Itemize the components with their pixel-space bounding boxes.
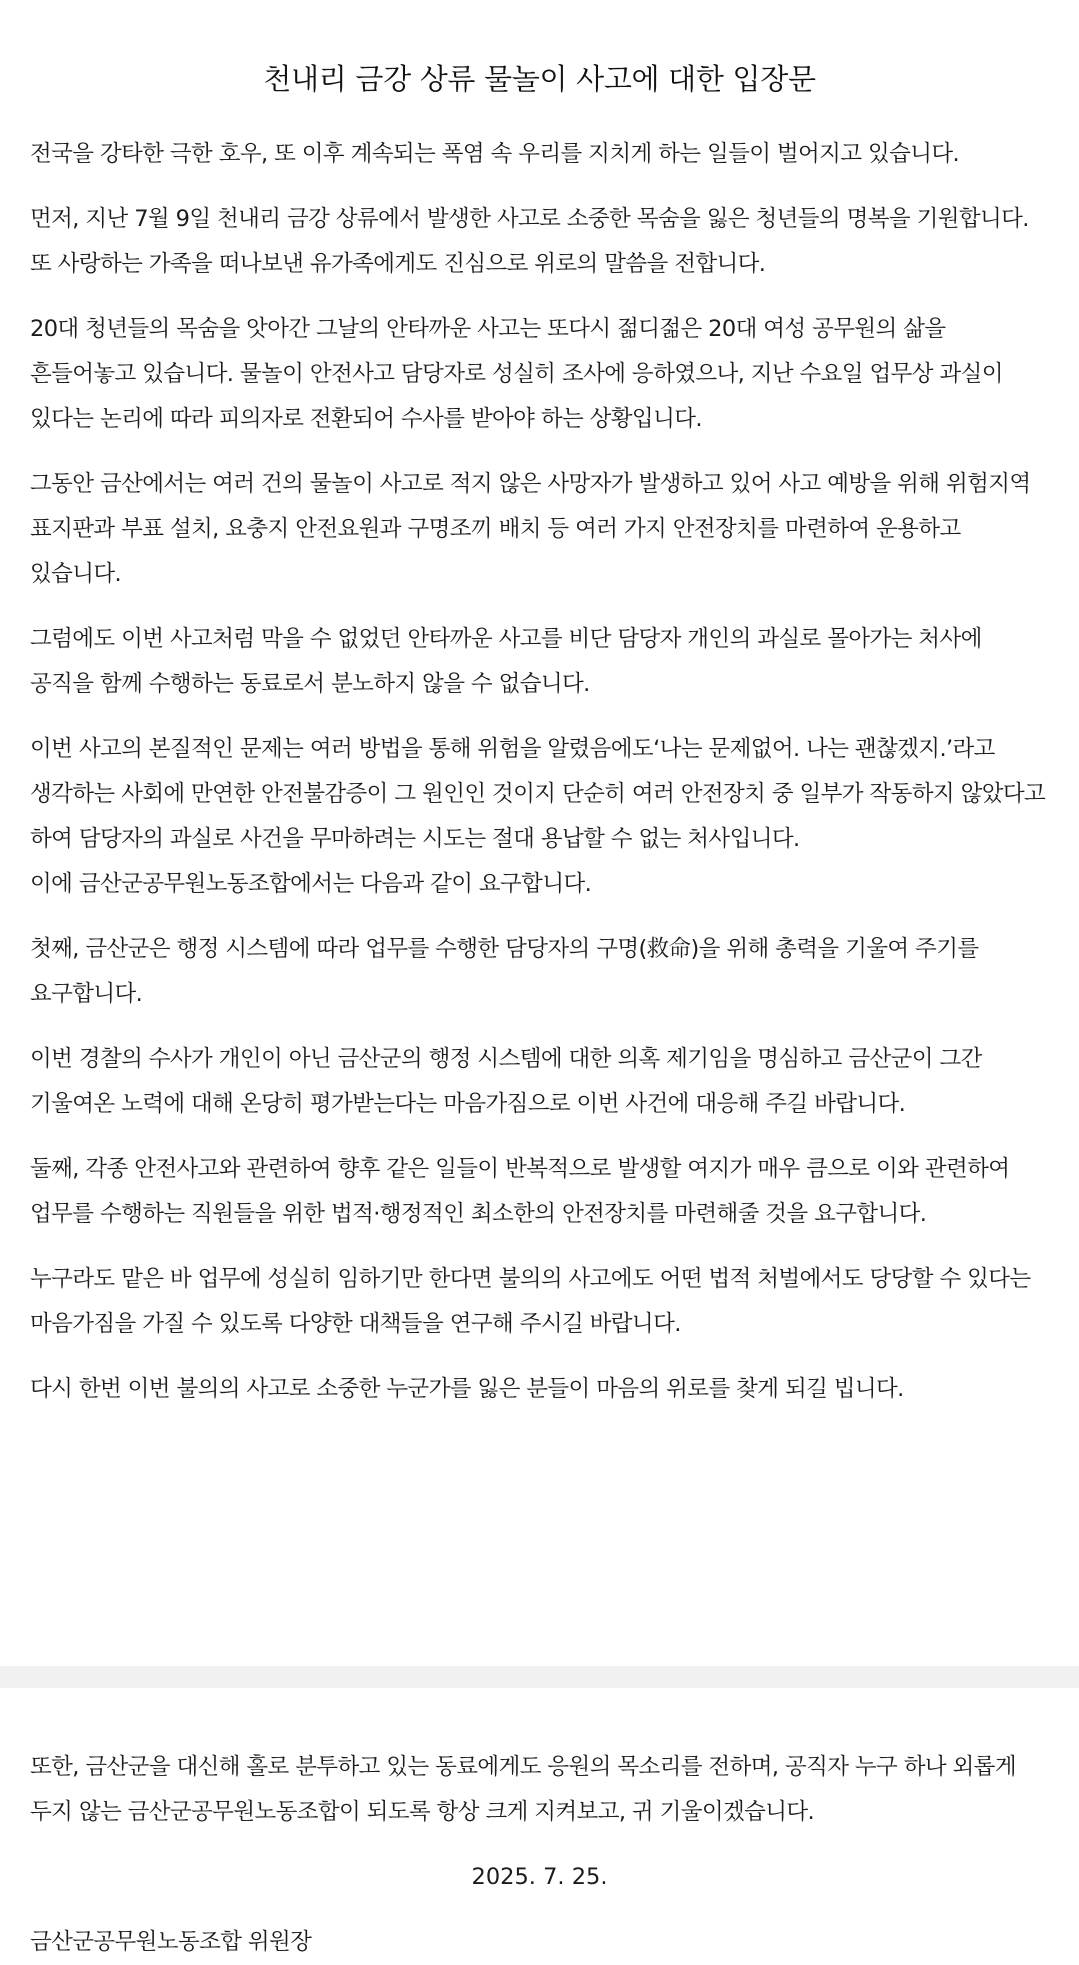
paragraph-demand-second-detail: 누구라도 맡은 바 업무에 성실히 임하기만 한다면 불의의 사고에도 어떤 법적 처벌에서도 당당할 수 있다는 마음가짐을 가질 수 있도록 다양한 대책들을 연구해 주시길 바랍니다. (30, 1266, 1031, 1337)
paragraph-protest: 그럼에도 이번 사고처럼 막을 수 없었던 안타까운 사고를 비단 담당자 개인의 과실로 몰아가는 처사에 공직을 함께 수행하는 동료로서 분노하지 않을 수 없습니다. (30, 626, 982, 697)
paragraph-safety-measures: 그동안 금산에서는 여러 건의 물놀이 사고로 적지 않은 사망자가 발생하고 있어 사고 예방을 위해 위험지역 표지판과 부표 설치, 요충지 안전요원과 구명조끼 배치 등 여러 가지 안전장치를 마련하여 운용하고 있습니다. (30, 471, 1031, 587)
paragraph-demand-first-detail: 이번 경찰의 수사가 개인이 아닌 금산군의 행정 시스템에 대한 의혹 제기임을 명심하고 금산군이 그간 기울여온 노력에 대해 온당히 평가받는다는 마음가짐으로 이번 사건에 대응해 주길 바랍니다. (30, 1046, 982, 1117)
signature: 금산군공무원노동조합 위원장 (30, 1929, 312, 1955)
paragraph-demand-second: 둘째, 각종 안전사고와 관련하여 향후 같은 일들이 반복적으로 발생할 여지가 매우 큼으로 이와 관련하여 업무를 수행하는 직원들을 위한 법적·행정적인 최소한의 안전장치를 마련해줄 것을 요구합니다. (30, 1156, 1010, 1227)
paragraph-intro: 전국을 강타한 극한 호우, 또 이후 계속되는 폭염 속 우리를 지치게 하는 일들이 벌어지고 있습니다. (30, 141, 960, 167)
document-title: 천내리 금강 상류 물놀이 사고에 대한 입장문 (263, 62, 816, 96)
paragraph-situation: 20대 청년들의 목숨을 앗아간 그날의 안타까운 사고는 또다시 젊디젊은 20대 여성 공무원의 삶을 흔들어놓고 있습니다. 물놀이 안전사고 담당자로 성실히 조사에 응하였으나, 지난 수요일 업무상 과실이 있다는 논리에 따라 피의자로 전환되어 수사를 받아야 하는 상황입니다. (30, 316, 1003, 432)
paragraph-condolence: 먼저, 지난 7월 9일 천내리 금강 상류에서 발생한 사고로 소중한 목숨을 잃은 청년들의 명복을 기원합니다. 또 사랑하는 가족을 떠나보낸 유가족에게도 진심으로 위로의 말씀을 전합니다. (30, 206, 1029, 277)
statement-page-bottom (0, 1688, 1079, 1963)
paragraph-root-cause: 이번 사고의 본질적인 문제는 여러 방법을 통해 위험을 알렸음에도‘나는 문제없어. 나는 괜찮겠지.’라고 생각하는 사회에 만연한 안전불감증이 그 원인인 것이지 단순히 여러 안전장치 중 일부가 작동하지 않았다고 하여 담당자의 과실로 사건을 무마하려는 시도는 절대 용납할 수 없는 처사입니다. (30, 736, 1046, 852)
paragraph-demand-intro: 이에 금산군공무원노동조합에서는 다음과 같이 요구합니다. (30, 871, 592, 897)
section-divider (0, 1666, 1079, 1688)
paragraph-demand-first: 첫째, 금산군은 행정 시스템에 따라 업무를 수행한 담당자의 구명(救命)을 위해 총력을 기울여 주기를 요구합니다. (30, 936, 979, 1007)
paragraph-final-wish: 다시 한번 이번 불의의 사고로 소중한 누군가를 잃은 분들이 마음의 위로를 찾게 되길 빕니다. (30, 1376, 904, 1402)
document-date: 2025. 7. 25. (471, 1864, 608, 1890)
paragraph-closing: 또한, 금산군을 대신해 홀로 분투하고 있는 동료에게도 응원의 목소리를 전하며, 공직자 누구 하나 외롭게 두지 않는 금산군공무원노동조합이 되도록 항상 크게 지켜보고, 귀 기울이겠습니다. (30, 1754, 1016, 1825)
